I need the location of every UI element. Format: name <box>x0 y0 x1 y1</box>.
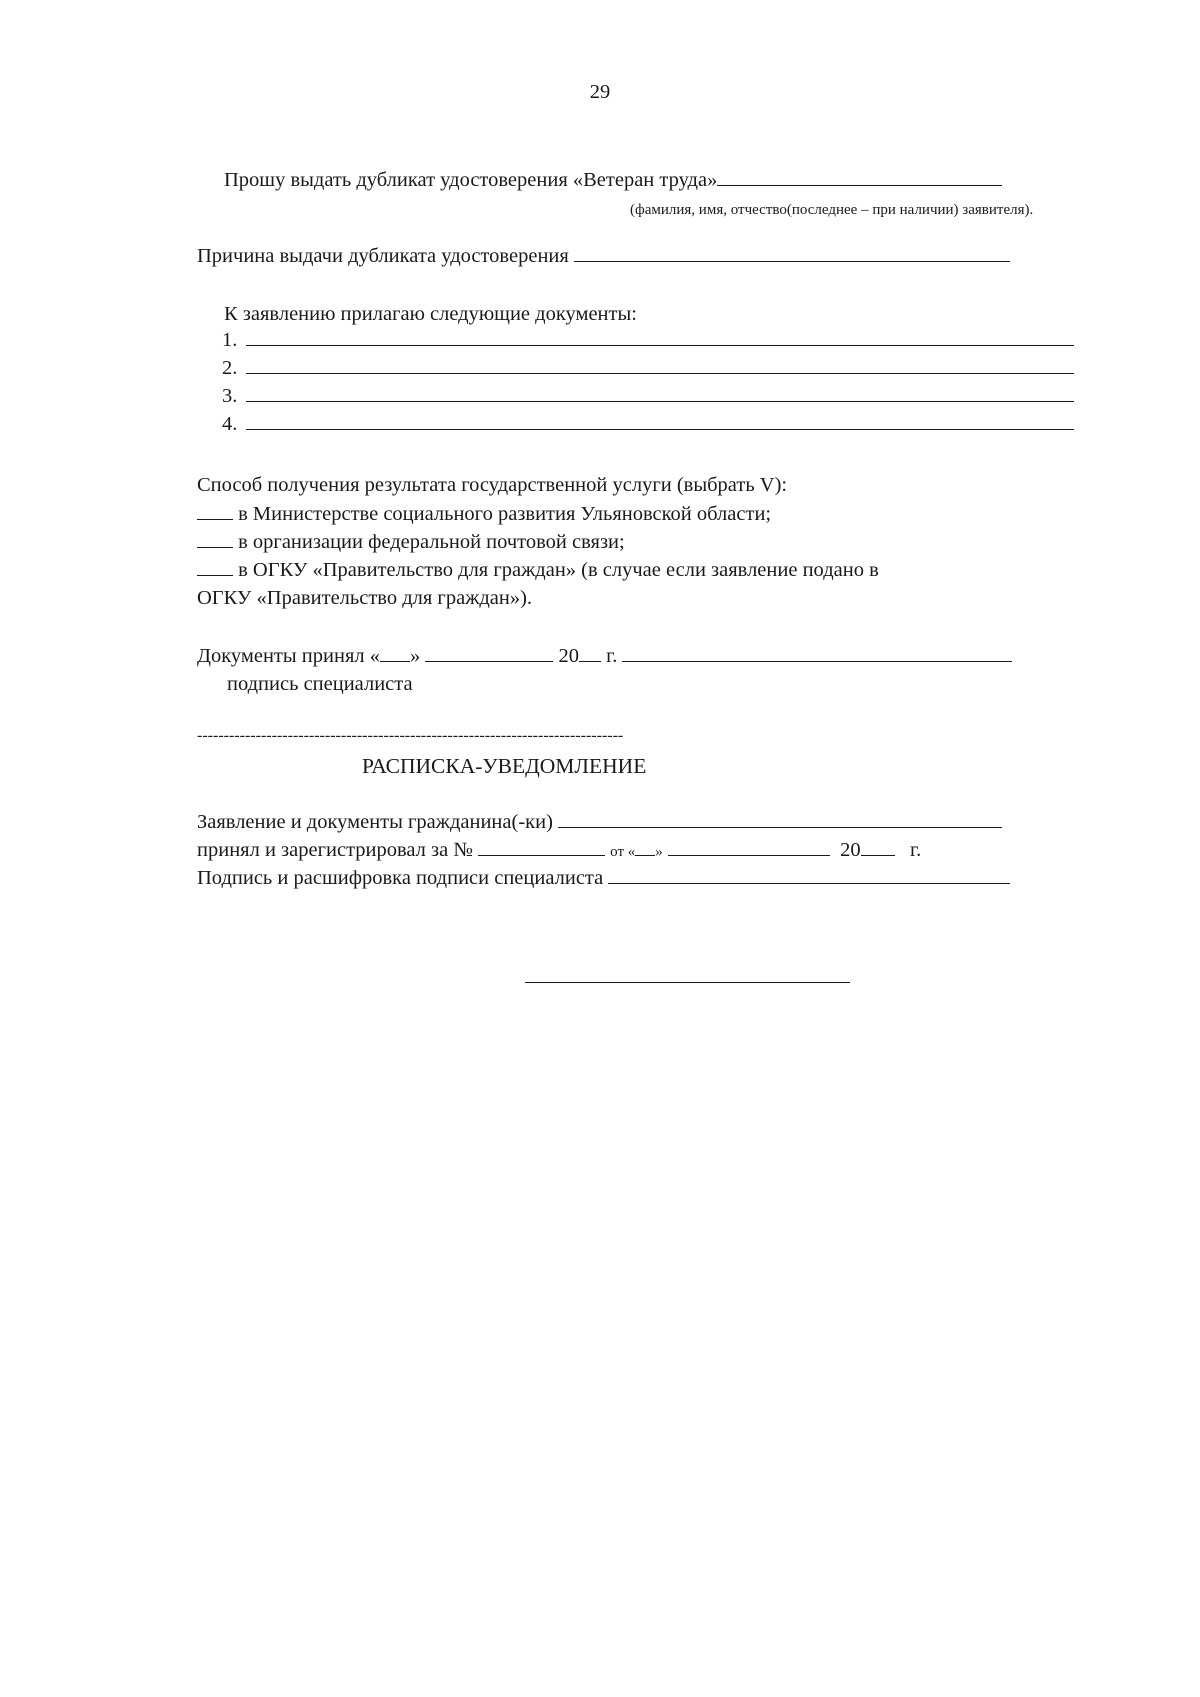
receipt-line-2 <box>197 838 921 863</box>
accepted-quote-close: » <box>409 645 421 667</box>
receipt-line-3 <box>197 866 1010 891</box>
attachment-field-1[interactable] <box>246 344 1074 346</box>
delivery-checkbox-2[interactable] <box>197 546 233 548</box>
accepted-signature-field[interactable] <box>622 660 1012 662</box>
page-number: 29 <box>589 81 611 103</box>
accepted-year-field[interactable] <box>579 660 601 662</box>
receipt-year-suffix: г. <box>910 839 922 861</box>
accepted-month-field[interactable] <box>425 660 553 662</box>
delivery-option-3 <box>197 558 879 583</box>
receipt-line-3-text: Подпись и расшифровка подписи специалиста <box>197 867 604 889</box>
request-hint: (фамилия, имя, отчество(последнее – при наличии) заявителя). <box>630 202 1034 218</box>
accepted-year-suffix: г. <box>606 645 618 667</box>
delivery-option-label: в Министерстве социального развития Ульяновской области; <box>238 503 772 525</box>
delivery-option-label: в ОГКУ «Правительство для граждан» (в случае если заявление подано в <box>238 559 879 581</box>
applicant-name-field[interactable] <box>717 184 1002 186</box>
delivery-option-1 <box>197 502 771 527</box>
receipt-line-1 <box>197 810 1002 835</box>
attachment-item-3 <box>222 384 1074 409</box>
cut-line: -------------------------------------------------------------------------------- <box>197 727 624 744</box>
request-text: Прошу выдать дубликат удостоверения «Ветеран труда» <box>224 169 718 191</box>
attachment-item-4 <box>222 412 1074 437</box>
request-line <box>224 168 1002 193</box>
specialist-signature-field[interactable] <box>608 882 1010 884</box>
receipt-year: 20 <box>840 839 861 861</box>
delivery-option-label: в организации федеральной почтовой связи; <box>238 531 625 553</box>
accepted-day-field[interactable] <box>380 660 410 662</box>
closing-separator <box>525 982 850 983</box>
accepted-prefix: Документы принял « <box>197 645 380 667</box>
attachment-item-1 <box>222 328 1074 353</box>
receipt-day-field[interactable] <box>635 854 655 856</box>
attachment-number: 3. <box>222 385 238 407</box>
registration-number-field[interactable] <box>478 854 605 856</box>
receipt-year-field[interactable] <box>861 854 895 856</box>
receipt-line-1-text: Заявление и документы гражданина(-ки) <box>197 811 553 833</box>
receipt-line-2-text: принял и зарегистрировал за № <box>197 839 473 861</box>
delivery-heading: Способ получения результата государственной услуги (выбрать V): <box>197 474 788 496</box>
delivery-option-2 <box>197 530 625 555</box>
reason-text: Причина выдачи дубликата удостоверения <box>197 245 569 267</box>
delivery-checkbox-1[interactable] <box>197 518 233 520</box>
attachment-item-2 <box>222 356 1074 381</box>
attachment-field-4[interactable] <box>246 428 1074 430</box>
delivery-option-continuation: ОГКУ «Правительство для граждан»). <box>197 587 533 609</box>
receipt-month-field[interactable] <box>668 854 830 856</box>
signature-label: подпись специалиста <box>227 673 413 695</box>
attachments-heading: К заявлению прилагаю следующие документы: <box>224 303 637 325</box>
attachment-number: 4. <box>222 413 238 435</box>
receipt-from-label: от « <box>610 844 636 860</box>
accepted-line <box>197 644 1012 669</box>
attachment-field-3[interactable] <box>246 400 1074 402</box>
accepted-year: 20 <box>558 645 579 667</box>
receipt-quote-close: » <box>655 844 663 860</box>
reason-line <box>197 244 1010 269</box>
delivery-checkbox-3[interactable] <box>197 574 233 576</box>
attachment-field-2[interactable] <box>246 372 1074 374</box>
reason-field[interactable] <box>574 260 1010 262</box>
receipt-title: РАСПИСКА-УВЕДОМЛЕНИЕ <box>362 754 647 778</box>
attachment-number: 2. <box>222 357 238 379</box>
attachment-number: 1. <box>222 329 238 351</box>
citizen-name-field[interactable] <box>558 826 1002 828</box>
